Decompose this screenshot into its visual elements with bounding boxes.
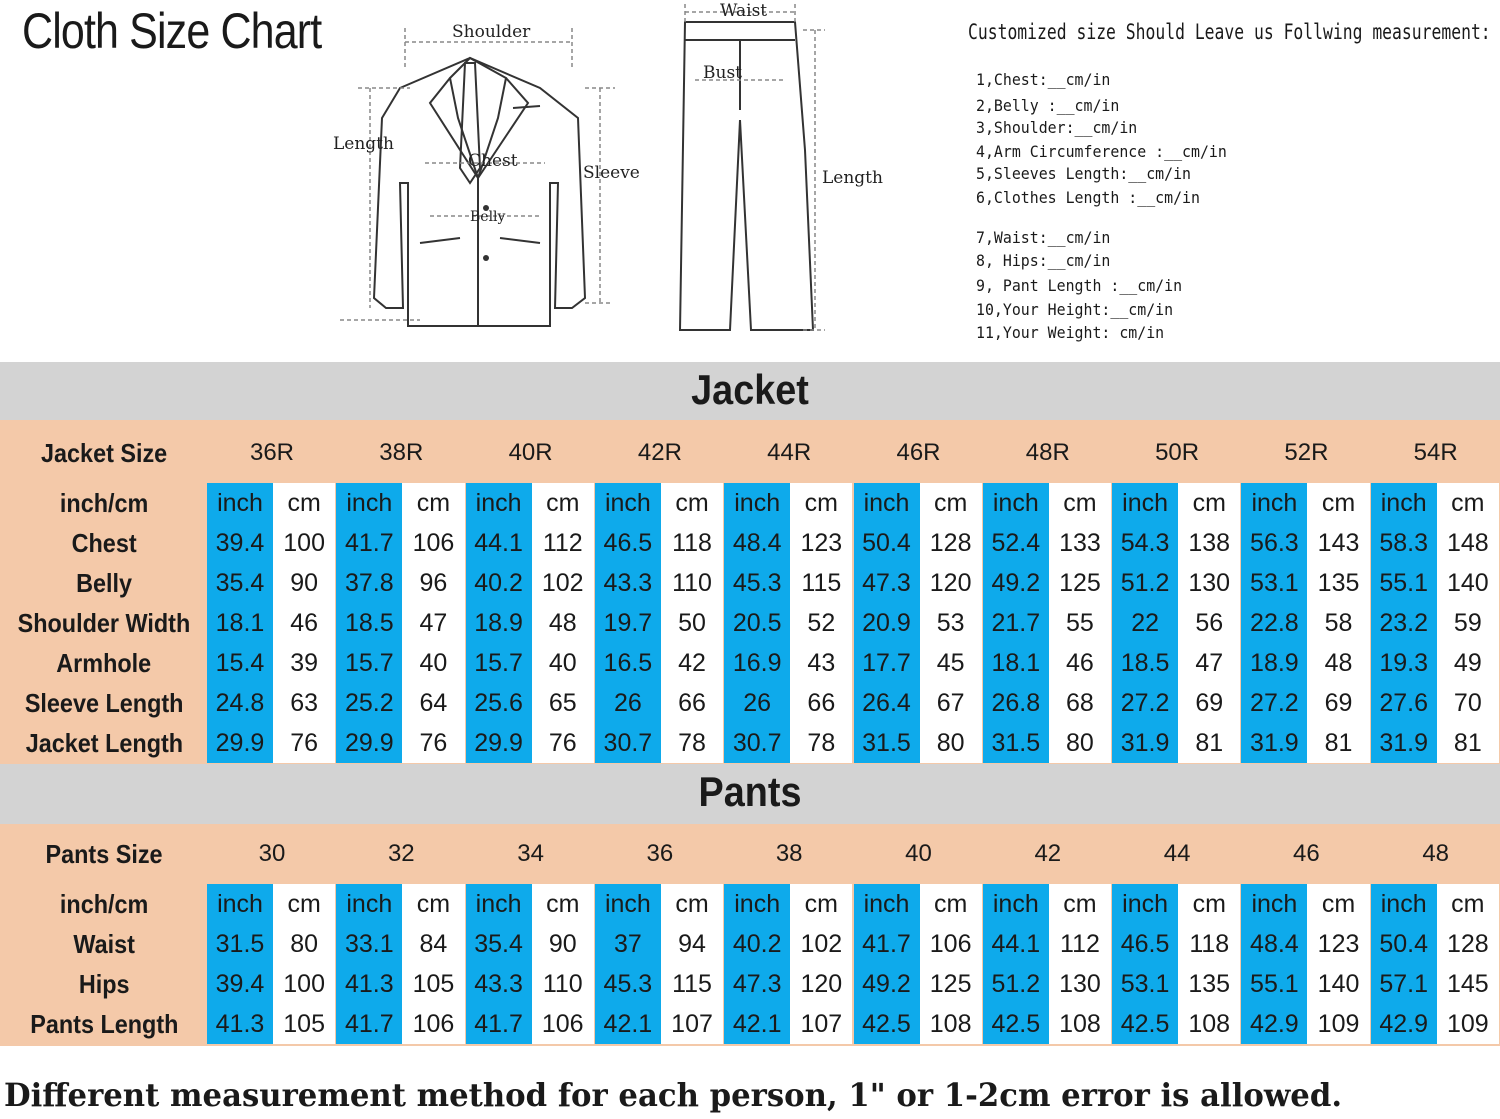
- row-label: Waist: [73, 929, 135, 959]
- size-header: 38: [775, 840, 803, 867]
- unit-cm-cell: cm: [402, 884, 464, 924]
- measurement-item: 3,Shoulder:__cm/in: [976, 118, 1138, 137]
- cm-cell: 42: [661, 643, 723, 683]
- inch-cell: 42.9: [1241, 1004, 1307, 1044]
- cm-cell: 138: [1178, 523, 1240, 563]
- measurement-item: 2,Belly :__cm/in: [976, 96, 1120, 115]
- unit-inch-cell: inch: [207, 884, 273, 924]
- inch-cell: 31.5: [983, 723, 1049, 763]
- size-header: 42: [1034, 840, 1062, 867]
- cm-cell: 90: [273, 563, 335, 603]
- unit-cm-cell: cm: [1307, 884, 1369, 924]
- cm-cell: 69: [1178, 683, 1240, 723]
- inch-cell: 15.4: [207, 643, 273, 683]
- unit-cm-cell: cm: [273, 483, 335, 523]
- inch-cell: 19.7: [595, 603, 661, 643]
- waist-label: Waist: [720, 1, 768, 21]
- row-label: Belly: [76, 568, 132, 598]
- inch-cell: 18.5: [1112, 643, 1178, 683]
- size-header: 44R: [767, 439, 812, 466]
- cm-cell: 47: [402, 603, 464, 643]
- inch-cell: 47.3: [854, 563, 920, 603]
- inch-cell: 44.1: [466, 523, 532, 563]
- inch-cell: 27.2: [1241, 683, 1307, 723]
- inch-cell: 23.2: [1371, 603, 1437, 643]
- cm-cell: 108: [920, 1004, 982, 1044]
- inch-cell: 42.9: [1371, 1004, 1437, 1044]
- inch-cell: 25.2: [336, 683, 402, 723]
- unit-cm-cell: cm: [532, 884, 594, 924]
- unit-inch-cell: inch: [1112, 483, 1178, 523]
- pants-title: Pants: [698, 768, 802, 815]
- cm-cell: 106: [532, 1004, 594, 1044]
- cm-cell: 109: [1437, 1004, 1499, 1044]
- inch-cell: 25.6: [466, 683, 532, 723]
- cm-cell: 48: [532, 603, 594, 643]
- cm-cell: 63: [273, 683, 335, 723]
- cm-cell: 59: [1437, 603, 1499, 643]
- size-header: 48: [1422, 840, 1450, 867]
- inch-cell: 17.7: [854, 643, 920, 683]
- cm-cell: 102: [532, 563, 594, 603]
- unit-cm-cell: cm: [920, 884, 982, 924]
- cm-cell: 107: [661, 1004, 723, 1044]
- cm-cell: 106: [920, 924, 982, 964]
- cm-cell: 50: [661, 603, 723, 643]
- size-header-label: Pants Size: [45, 839, 163, 869]
- cm-cell: 140: [1437, 563, 1499, 603]
- cm-cell: 130: [1049, 964, 1111, 1004]
- unit-row-label: inch/cm: [59, 889, 149, 919]
- cm-cell: 80: [920, 723, 982, 763]
- bust-label: Bust: [703, 63, 742, 83]
- inch-cell: 51.2: [983, 964, 1049, 1004]
- inch-cell: 31.5: [854, 723, 920, 763]
- inch-cell: 22.8: [1241, 603, 1307, 643]
- cm-cell: 123: [1307, 924, 1369, 964]
- measurement-item: 7,Waist:__cm/in: [976, 228, 1111, 247]
- cm-cell: 81: [1437, 723, 1499, 763]
- cm-cell: 66: [661, 683, 723, 723]
- inch-cell: 18.9: [1241, 643, 1307, 683]
- cm-cell: 110: [532, 964, 594, 1004]
- size-header: 36: [646, 840, 674, 867]
- unit-cm-cell: cm: [532, 483, 594, 523]
- cm-cell: 148: [1437, 523, 1499, 563]
- cm-cell: 115: [661, 964, 723, 1004]
- cm-cell: 120: [920, 563, 982, 603]
- unit-cm-cell: cm: [402, 483, 464, 523]
- cm-cell: 145: [1437, 964, 1499, 1004]
- row-label: Pants Length: [29, 1009, 179, 1039]
- cm-cell: 64: [402, 683, 464, 723]
- unit-inch-cell: inch: [595, 483, 661, 523]
- cm-cell: 49: [1437, 643, 1499, 683]
- unit-inch-cell: inch: [983, 483, 1049, 523]
- inch-cell: 35.4: [207, 563, 273, 603]
- cm-cell: 108: [1049, 1004, 1111, 1044]
- unit-inch-cell: inch: [983, 884, 1049, 924]
- cm-cell: 47: [1178, 643, 1240, 683]
- unit-inch-cell: inch: [466, 884, 532, 924]
- measurement-item: 9, Pant Length :__cm/in: [976, 276, 1183, 295]
- inch-cell: 42.5: [983, 1004, 1049, 1044]
- jacket-diagram: [300, 8, 640, 338]
- inch-cell: 27.6: [1371, 683, 1437, 723]
- unit-inch-cell: inch: [854, 483, 920, 523]
- inch-cell: 30.7: [724, 723, 790, 763]
- unit-inch-cell: inch: [207, 483, 273, 523]
- inch-cell: 43.3: [466, 964, 532, 1004]
- inch-cell: 41.7: [336, 1004, 402, 1044]
- unit-inch-cell: inch: [1241, 483, 1307, 523]
- cm-cell: 133: [1049, 523, 1111, 563]
- cm-cell: 84: [402, 924, 464, 964]
- cm-cell: 120: [790, 964, 852, 1004]
- size-header: 38R: [379, 439, 424, 466]
- row-label: Hips: [78, 969, 130, 999]
- inch-cell: 44.1: [983, 924, 1049, 964]
- unit-inch-cell: inch: [1371, 884, 1437, 924]
- inch-cell: 52.4: [983, 523, 1049, 563]
- cm-cell: 130: [1178, 563, 1240, 603]
- inch-cell: 42.5: [854, 1004, 920, 1044]
- inch-cell: 20.5: [724, 603, 790, 643]
- cm-cell: 115: [790, 563, 852, 603]
- cm-cell: 135: [1307, 563, 1369, 603]
- cm-cell: 135: [1178, 964, 1240, 1004]
- size-header: 48R: [1025, 439, 1070, 466]
- pants-diagram: [665, 0, 895, 340]
- inch-cell: 27.2: [1112, 683, 1178, 723]
- inch-cell: 19.3: [1371, 643, 1437, 683]
- unit-cm-cell: cm: [1437, 483, 1499, 523]
- cm-cell: 81: [1307, 723, 1369, 763]
- size-header: 40: [905, 840, 932, 867]
- cm-cell: 67: [920, 683, 982, 723]
- inch-cell: 18.5: [336, 603, 402, 643]
- inch-cell: 18.1: [207, 603, 273, 643]
- inch-cell: 41.7: [336, 523, 402, 563]
- inch-cell: 40.2: [724, 924, 790, 964]
- cm-cell: 76: [402, 723, 464, 763]
- length-label: Length: [333, 134, 394, 154]
- measurement-item: 10,Your Height:__cm/in: [976, 300, 1174, 319]
- inch-cell: 53.1: [1112, 964, 1178, 1004]
- unit-cm-cell: cm: [790, 483, 852, 523]
- inch-cell: 31.9: [1371, 723, 1437, 763]
- row-label: Jacket Length: [25, 728, 183, 758]
- cm-cell: 125: [1049, 563, 1111, 603]
- inch-cell: 20.9: [854, 603, 920, 643]
- cm-cell: 39: [273, 643, 335, 683]
- inch-cell: 40.2: [466, 563, 532, 603]
- inch-cell: 26: [724, 683, 790, 723]
- measurement-item: 6,Clothes Length :__cm/in: [976, 188, 1200, 207]
- cm-cell: 80: [1049, 723, 1111, 763]
- inch-cell: 46.5: [595, 523, 661, 563]
- inch-cell: 30.7: [595, 723, 661, 763]
- inch-cell: 16.9: [724, 643, 790, 683]
- cm-cell: 90: [532, 924, 594, 964]
- cm-cell: 107: [790, 1004, 852, 1044]
- belly-label: Belly: [470, 209, 506, 225]
- inch-cell: 35.4: [466, 924, 532, 964]
- inch-cell: 31.5: [207, 924, 273, 964]
- inch-cell: 50.4: [854, 523, 920, 563]
- inch-cell: 26: [595, 683, 661, 723]
- measurement-item: 5,Sleeves Length:__cm/in: [976, 164, 1192, 183]
- inch-cell: 18.1: [983, 643, 1049, 683]
- cm-cell: 76: [532, 723, 594, 763]
- unit-cm-cell: cm: [1437, 884, 1499, 924]
- size-header: 36R: [249, 439, 295, 466]
- unit-inch-cell: inch: [1241, 884, 1307, 924]
- inch-cell: 42.5: [1112, 1004, 1178, 1044]
- cm-cell: 48: [1307, 643, 1369, 683]
- cm-cell: 110: [661, 563, 723, 603]
- measurement-heading: Customized size Should Leave us Follwing measurement:: [968, 20, 1491, 44]
- inch-cell: 39.4: [207, 964, 273, 1004]
- inch-cell: 37.8: [336, 563, 402, 603]
- pants-table: [0, 824, 1500, 1046]
- cm-cell: 43: [790, 643, 852, 683]
- inch-cell: 41.3: [336, 964, 402, 1004]
- inch-cell: 50.4: [1371, 924, 1437, 964]
- cm-cell: 106: [402, 523, 464, 563]
- size-header: 40R: [508, 439, 553, 466]
- unit-cm-cell: cm: [1178, 884, 1240, 924]
- size-header: 46R: [896, 439, 941, 466]
- inch-cell: 54.3: [1112, 523, 1178, 563]
- inch-cell: 22: [1112, 603, 1178, 643]
- cm-cell: 143: [1307, 523, 1369, 563]
- shoulder-label: Shoulder: [452, 22, 531, 42]
- cm-cell: 53: [920, 603, 982, 643]
- inch-cell: 15.7: [336, 643, 402, 683]
- inch-cell: 45.3: [724, 563, 790, 603]
- cm-cell: 58: [1307, 603, 1369, 643]
- inch-cell: 41.3: [207, 1004, 273, 1044]
- inch-cell: 29.9: [336, 723, 402, 763]
- size-header: 44: [1163, 840, 1191, 867]
- inch-cell: 24.8: [207, 683, 273, 723]
- cm-cell: 112: [532, 523, 594, 563]
- sleeve-label: Sleeve: [583, 163, 640, 183]
- inch-cell: 51.2: [1112, 563, 1178, 603]
- inch-cell: 41.7: [466, 1004, 532, 1044]
- inch-cell: 43.3: [595, 563, 661, 603]
- inch-cell: 53.1: [1241, 563, 1307, 603]
- chest-label: Chest: [468, 151, 518, 171]
- cm-cell: 118: [661, 523, 723, 563]
- cm-cell: 56: [1178, 603, 1240, 643]
- inch-cell: 31.9: [1112, 723, 1178, 763]
- unit-cm-cell: cm: [1178, 483, 1240, 523]
- measurement-item: 8, Hips:__cm/in: [976, 251, 1111, 270]
- unit-inch-cell: inch: [724, 884, 790, 924]
- size-header: 52R: [1284, 439, 1329, 466]
- footer-note: Different measurement method for each person, 1" or 1-2cm error is allowed.: [4, 1076, 1343, 1114]
- inch-cell: 39.4: [207, 523, 273, 563]
- cm-cell: 80: [273, 924, 335, 964]
- measurement-item: 4,Arm Circumference :__cm/in: [976, 142, 1227, 161]
- inch-cell: 48.4: [724, 523, 790, 563]
- inch-cell: 15.7: [466, 643, 532, 683]
- unit-cm-cell: cm: [661, 884, 723, 924]
- measurement-item: 11,Your Weight: cm/in: [976, 323, 1165, 342]
- unit-inch-cell: inch: [466, 483, 532, 523]
- cm-cell: 69: [1307, 683, 1369, 723]
- unit-inch-cell: inch: [724, 483, 790, 523]
- cm-cell: 76: [273, 723, 335, 763]
- inch-cell: 33.1: [336, 924, 402, 964]
- cm-cell: 105: [402, 964, 464, 1004]
- inch-cell: 42.1: [724, 1004, 790, 1044]
- jacket-table: [0, 420, 1500, 764]
- inch-cell: 29.9: [207, 723, 273, 763]
- unit-inch-cell: inch: [854, 884, 920, 924]
- inch-cell: 47.3: [724, 964, 790, 1004]
- cm-cell: 112: [1049, 924, 1111, 964]
- inch-cell: 49.2: [854, 964, 920, 1004]
- cm-cell: 118: [1178, 924, 1240, 964]
- size-header: 50R: [1155, 439, 1200, 466]
- unit-inch-cell: inch: [595, 884, 661, 924]
- size-header: 42R: [637, 439, 682, 466]
- row-label: Chest: [71, 528, 137, 558]
- cm-cell: 108: [1178, 1004, 1240, 1044]
- cm-cell: 70: [1437, 683, 1499, 723]
- unit-inch-cell: inch: [1371, 483, 1437, 523]
- unit-cm-cell: cm: [1049, 483, 1111, 523]
- row-label: Armhole: [56, 648, 152, 678]
- cm-cell: 52: [790, 603, 852, 643]
- cm-cell: 78: [661, 723, 723, 763]
- cm-cell: 140: [1307, 964, 1369, 1004]
- inch-cell: 48.4: [1241, 924, 1307, 964]
- measurement-item: 1,Chest:__cm/in: [976, 70, 1111, 89]
- unit-cm-cell: cm: [273, 884, 335, 924]
- cm-cell: 96: [402, 563, 464, 603]
- cm-cell: 123: [790, 523, 852, 563]
- pants-header-band: [0, 764, 1500, 824]
- cm-cell: 94: [661, 924, 723, 964]
- inch-cell: 41.7: [854, 924, 920, 964]
- jacket-title: Jacket: [691, 366, 809, 413]
- cm-cell: 106: [402, 1004, 464, 1044]
- unit-cm-cell: cm: [1307, 483, 1369, 523]
- inch-cell: 45.3: [595, 964, 661, 1004]
- unit-cm-cell: cm: [1049, 884, 1111, 924]
- cm-cell: 100: [273, 964, 335, 1004]
- unit-cm-cell: cm: [790, 884, 852, 924]
- unit-cm-cell: cm: [920, 483, 982, 523]
- inch-cell: 42.1: [595, 1004, 661, 1044]
- inch-cell: 55.1: [1371, 563, 1437, 603]
- inch-cell: 31.9: [1241, 723, 1307, 763]
- size-header-label: Jacket Size: [40, 438, 168, 468]
- unit-row-label: inch/cm: [59, 488, 149, 518]
- inch-cell: 49.2: [983, 563, 1049, 603]
- cm-cell: 40: [402, 643, 464, 683]
- cm-cell: 105: [273, 1004, 335, 1044]
- inch-cell: 37: [595, 924, 661, 964]
- inch-cell: 16.5: [595, 643, 661, 683]
- cm-cell: 55: [1049, 603, 1111, 643]
- cm-cell: 78: [790, 723, 852, 763]
- inch-cell: 26.8: [983, 683, 1049, 723]
- inch-cell: 57.1: [1371, 964, 1437, 1004]
- cm-cell: 66: [790, 683, 852, 723]
- inch-cell: 29.9: [466, 723, 532, 763]
- cm-cell: 65: [532, 683, 594, 723]
- size-header: 30: [258, 840, 286, 867]
- size-header: 54R: [1413, 439, 1458, 466]
- row-label: Shoulder Width: [17, 608, 191, 638]
- cm-cell: 45: [920, 643, 982, 683]
- cm-cell: 128: [1437, 924, 1499, 964]
- unit-inch-cell: inch: [336, 884, 402, 924]
- jacket-header-band: [0, 362, 1500, 420]
- size-header: 46: [1293, 840, 1320, 867]
- page-title: Cloth Size Chart: [22, 3, 322, 59]
- unit-inch-cell: inch: [1112, 884, 1178, 924]
- inch-cell: 21.7: [983, 603, 1049, 643]
- inch-cell: 56.3: [1241, 523, 1307, 563]
- pants-length-label: Length: [822, 168, 883, 188]
- unit-cm-cell: cm: [661, 483, 723, 523]
- cm-cell: 46: [273, 603, 335, 643]
- cm-cell: 100: [273, 523, 335, 563]
- cm-cell: 128: [920, 523, 982, 563]
- inch-cell: 46.5: [1112, 924, 1178, 964]
- cm-cell: 109: [1307, 1004, 1369, 1044]
- cm-cell: 125: [920, 964, 982, 1004]
- cm-cell: 102: [790, 924, 852, 964]
- size-header: 32: [387, 840, 415, 867]
- cm-cell: 68: [1049, 683, 1111, 723]
- inch-cell: 26.4: [854, 683, 920, 723]
- size-header: 34: [517, 840, 544, 867]
- unit-inch-cell: inch: [336, 483, 402, 523]
- row-label: Sleeve Length: [24, 688, 184, 718]
- cm-cell: 46: [1049, 643, 1111, 683]
- cm-cell: 40: [532, 643, 594, 683]
- inch-cell: 55.1: [1241, 964, 1307, 1004]
- inch-cell: 18.9: [466, 603, 532, 643]
- cm-cell: 81: [1178, 723, 1240, 763]
- inch-cell: 58.3: [1371, 523, 1437, 563]
